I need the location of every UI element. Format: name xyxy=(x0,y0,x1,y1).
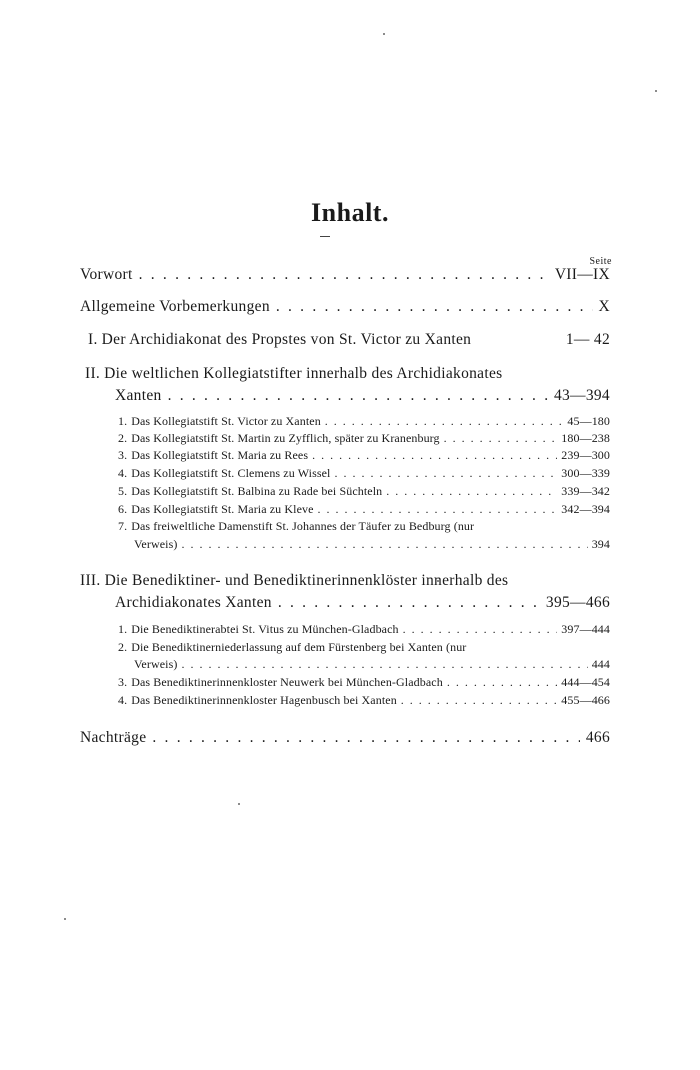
toc-subentry-label: Verweis) xyxy=(134,537,178,551)
toc-subentry-label: Verweis) xyxy=(134,657,178,671)
dot-leader xyxy=(278,594,540,612)
toc-entry-part-i xyxy=(88,331,610,349)
toc-subentry-number: 2. xyxy=(118,431,128,445)
toc-subentry-pages: 45—180 xyxy=(567,414,610,428)
toc-subentry xyxy=(118,693,610,708)
toc-subentry-label: Das Kollegiatstift St. Maria zu Kleve xyxy=(131,502,314,516)
toc-subentry xyxy=(118,484,610,499)
page-column-label: Seite xyxy=(589,256,612,267)
toc-entry-pages: 1— 42 xyxy=(565,331,610,348)
dot-leader xyxy=(318,502,558,517)
toc-subentry-label: Die Benediktinerabtei St. Vitus zu München-Gladbach xyxy=(131,622,399,636)
toc-entry-allgemeine xyxy=(80,298,610,316)
toc-subentry-pages: 444 xyxy=(591,657,610,671)
toc-subentry-label: Das Kollegiatstift St. Martin zu Zyfflich, später zu Kranenburg xyxy=(131,431,440,445)
toc-subentry-pages: 455—466 xyxy=(561,693,610,707)
toc-subentry-cont xyxy=(134,657,610,672)
toc-subentry-number: 1. xyxy=(118,622,128,636)
toc-subentry-pages: 239—300 xyxy=(561,448,610,462)
toc-subentry-pages: 300—339 xyxy=(561,466,610,480)
toc-subentry-pages: 444—454 xyxy=(561,675,610,689)
toc-entry-vorwort xyxy=(80,266,610,284)
toc-subentry-pages: 394 xyxy=(591,537,610,551)
toc-subentry-label: Das freiweltliche Damenstift St. Johannes der Täufer zu Bedburg (nur xyxy=(131,519,475,533)
toc-subentry xyxy=(118,431,610,446)
toc-entry-number: I. xyxy=(88,331,98,348)
toc-subentry-label: Das Kollegiatstift St. Clemens zu Wissel xyxy=(131,466,331,480)
toc-entry-pages: 466 xyxy=(585,729,610,746)
dot-leader xyxy=(334,466,557,481)
toc-subentry-pages: 180—238 xyxy=(561,431,610,445)
toc-entry-label: Der Archidiakonat des Propstes von St. Victor zu Xanten xyxy=(101,331,472,348)
page-speck xyxy=(64,918,66,920)
toc-entry-number: II. xyxy=(85,365,101,382)
toc-entry-label: Vorwort xyxy=(80,266,133,283)
toc-subentry-label: Das Kollegiatstift St. Balbina zu Rade bei Süchteln xyxy=(131,484,383,498)
toc-entry-label: Die weltlichen Kollegiatstifter innerhalb des Archidiakonates xyxy=(104,365,503,382)
dot-leader xyxy=(403,622,558,637)
dot-leader xyxy=(168,387,548,405)
toc-subentry-number: 2. xyxy=(118,640,128,654)
toc-subentry xyxy=(118,414,610,429)
dot-leader xyxy=(447,675,557,690)
toc-subentry-label: Das Kollegiatstift St. Victor zu Xanten xyxy=(131,414,321,428)
dot-leader xyxy=(444,431,558,446)
toc-entry-label: Xanten xyxy=(115,387,162,404)
toc-entry-label: Archidiakonates Xanten xyxy=(115,594,272,611)
toc-subentry xyxy=(118,675,610,690)
dot-leader xyxy=(312,448,557,463)
dot-leader xyxy=(386,484,557,499)
toc-subentry-number: 7. xyxy=(118,519,128,533)
toc-subentry-label: Das Benediktinerinnenkloster Hagenbusch bei Xanten xyxy=(131,693,397,707)
toc-entry-part-ii xyxy=(85,365,610,383)
toc-entry-pages: 43—394 xyxy=(553,387,610,404)
toc-entry-nachtraege xyxy=(80,729,610,747)
page-title: Inhalt. xyxy=(311,198,389,227)
toc-subentry-number: 4. xyxy=(118,466,128,480)
toc-subentry-label: Das Kollegiatstift St. Maria zu Rees xyxy=(131,448,309,462)
dot-leader xyxy=(276,298,593,316)
toc-subentry-number: 1. xyxy=(118,414,128,428)
page-speck xyxy=(383,33,385,35)
page-speck xyxy=(238,803,240,805)
toc-entry-number: III. xyxy=(80,572,101,589)
dot-leader xyxy=(181,657,587,672)
toc-subentry xyxy=(118,502,610,517)
toc-subentry-pages: 339—342 xyxy=(561,484,610,498)
toc-subentry xyxy=(118,622,610,637)
toc-entry-label: Die Benediktiner- und Benediktinerinnenklöster innerhalb des xyxy=(104,572,509,589)
title-divider xyxy=(320,236,330,237)
toc-subentry-number: 5. xyxy=(118,484,128,498)
dot-leader xyxy=(401,693,558,708)
toc-subentry xyxy=(118,640,610,655)
toc-entry-part-ii-cont xyxy=(115,387,610,405)
toc-subentry-cont xyxy=(134,537,610,552)
toc-subentry-number: 6. xyxy=(118,502,128,516)
toc-entry-label: Allgemeine Vorbemerkungen xyxy=(80,298,270,315)
toc-subentry-label: Die Benediktinerniederlassung auf dem Fürstenberg bei Xanten (nur xyxy=(131,640,467,654)
toc-entry-pages: X xyxy=(598,298,610,315)
dot-leader xyxy=(139,266,549,284)
toc-entry-pages: 395—466 xyxy=(545,594,610,611)
page-speck xyxy=(655,90,657,92)
toc-subentry xyxy=(118,519,610,534)
toc-subentry xyxy=(118,448,610,463)
toc-entry-part-iii-cont xyxy=(115,594,610,612)
toc-entry-label: Nachträge xyxy=(80,729,147,746)
dot-leader xyxy=(181,537,587,552)
toc-subentry-pages: 342—394 xyxy=(561,502,610,516)
toc-subentry-pages: 397—444 xyxy=(561,622,610,636)
toc-subentry xyxy=(118,466,610,481)
toc-subentry-number: 3. xyxy=(118,448,128,462)
toc-subentry-number: 4. xyxy=(118,693,128,707)
toc-entry-pages: VII—IX xyxy=(554,266,610,283)
toc-subentry-number: 3. xyxy=(118,675,128,689)
dot-leader xyxy=(152,729,579,747)
dot-leader xyxy=(325,414,564,429)
toc-subentry-label: Das Benediktinerinnenkloster Neuwerk bei München-Gladbach xyxy=(131,675,443,689)
toc-entry-part-iii xyxy=(80,572,610,590)
